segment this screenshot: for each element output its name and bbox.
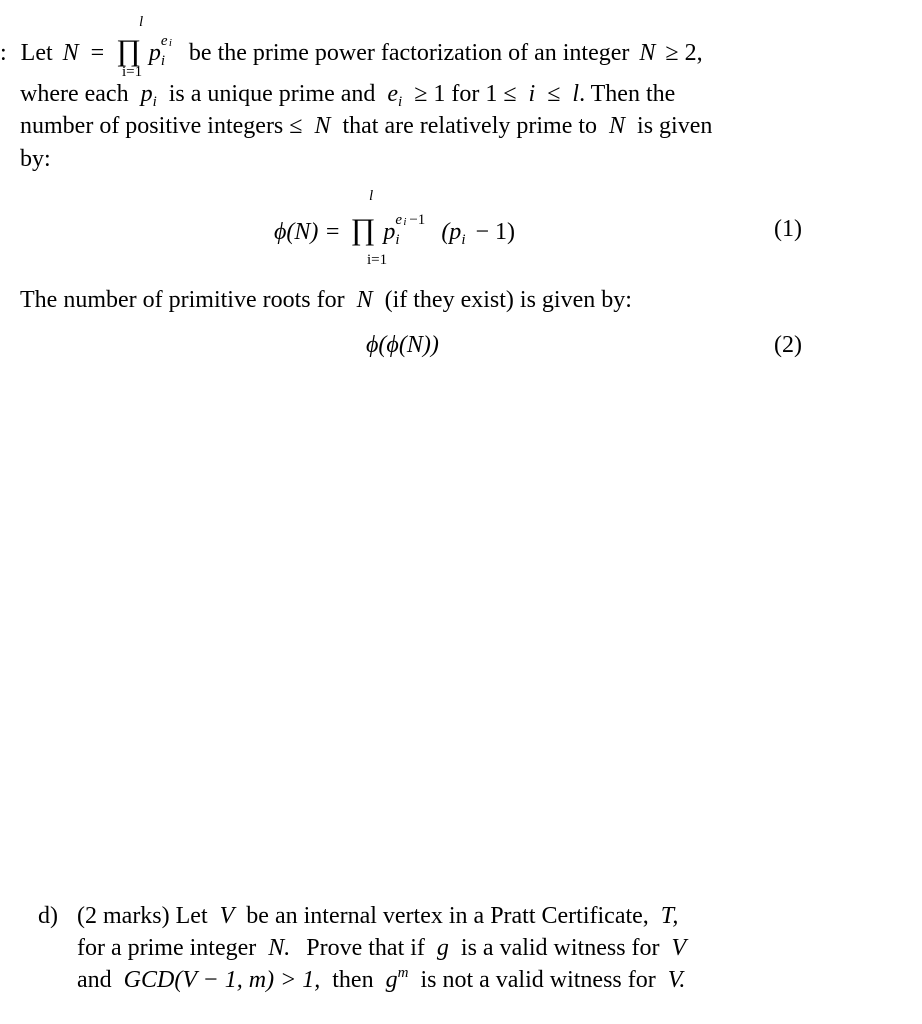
qd-line3-args: (V − 1, m) > 1, (174, 967, 321, 993)
eq2-number: (2) (774, 332, 802, 358)
intro-line-1 (0, 33, 703, 69)
qd-line3-v: V. (667, 967, 686, 993)
intro-after-prod: be the prime power factorization of an integer (188, 40, 630, 66)
intro-var-n: N (62, 40, 79, 66)
eq1-number: (1) (774, 216, 802, 242)
eq1-sub: i (395, 232, 400, 248)
qd-line3-m: m (397, 965, 409, 981)
intro-prod-lower: i=1 (122, 64, 143, 80)
intro-line3-n2: N (609, 113, 626, 139)
intro-line-3 (20, 114, 712, 138)
intro-sub-i: i (160, 53, 166, 69)
qd-line2-c: is a valid witness for (460, 935, 660, 961)
qd-line3-gcd: GCD (123, 967, 175, 993)
intro-prod-symbol: ∏ (116, 34, 141, 67)
intro-line3-a: number of positive integers ≤ (20, 113, 303, 139)
eq1-prod-lower: i=1 (367, 252, 388, 268)
qd-line3-b: then (332, 967, 374, 993)
question-d-line-2 (77, 936, 686, 960)
intro-geq-two: ≥ 2, (665, 40, 703, 66)
intro-line2-b: is a unique prime and (168, 81, 376, 107)
eq1-sup-tail: −1 (409, 212, 426, 228)
intro-equals: = (90, 40, 105, 66)
intro-sup-e-sub: i (168, 37, 172, 49)
intro-line4: by: (20, 146, 51, 172)
intro-line2-a: where each (20, 81, 129, 107)
intro-line2-i: i (528, 81, 536, 107)
intro-line2-e-sub: i (398, 94, 403, 110)
equation-1 (274, 212, 516, 248)
eq1-rhs-end: − 1) (475, 219, 516, 245)
eq1-base: p (383, 219, 396, 245)
sentence2-b: (if they exist) is given by: (384, 287, 632, 313)
intro-line2-p: p (140, 81, 153, 107)
intro-line2-c: ≥ 1 for 1 ≤ (414, 81, 517, 107)
qd-line2-v: V (671, 935, 687, 961)
intro-line2-e: . Then the (579, 81, 676, 107)
eq1-rhs-sub: i (461, 232, 466, 248)
question-d-line-3 (77, 965, 686, 993)
qd-line1-t: T, (660, 903, 679, 929)
intro-line3-c: is given (637, 113, 713, 139)
eq1-prod-symbol: ∏ (350, 213, 376, 246)
qd-line3-c: is not a valid witness for (420, 967, 656, 993)
intro-let: Let (20, 40, 53, 66)
sentence2-var: N (356, 287, 373, 313)
intro-var-n-2: N (639, 40, 656, 66)
intro-prefix: : (0, 40, 7, 66)
eq1-rhs-tail: (p (441, 219, 462, 245)
qd-line1-b: be an internal vertex in a Pratt Certificate, (246, 903, 649, 929)
qd-line3-a: and (77, 967, 112, 993)
intro-line3-b: that are relatively prime to (342, 113, 598, 139)
qd-line1-a: (2 marks) Let (77, 903, 208, 929)
equation-2: ϕ(ϕ(N)) (366, 332, 439, 358)
intro-line3-n: N (314, 113, 331, 139)
intro-line-2 (20, 81, 676, 110)
sentence-2 (20, 288, 632, 312)
eq1-sup-sub: i (403, 216, 407, 228)
intro-prod-upper: l (139, 14, 144, 30)
intro-line2-l: l (572, 81, 580, 107)
eq1-prod-upper: l (369, 188, 374, 204)
intro-base-p: p (148, 40, 161, 66)
intro-line-4 (20, 147, 51, 171)
qd-line3-g: g (385, 967, 398, 993)
intro-line2-d: ≤ (547, 81, 561, 107)
qd-line2-a: for a prime integer (77, 935, 257, 961)
eq1-lhs: ϕ(N) = (274, 219, 341, 245)
intro-line2-e: e (387, 81, 399, 107)
qd-line2-n: N. (268, 935, 291, 961)
eq1-sup: e (395, 212, 402, 228)
question-d-label: d) (38, 903, 58, 929)
qd-line2-b: Prove that if (306, 935, 425, 961)
qd-line2-g: g (436, 935, 449, 961)
qd-line1-v: V (219, 903, 235, 929)
intro-line2-p-sub: i (152, 94, 157, 110)
question-d-line-1 (77, 904, 678, 928)
sentence2-a: The number of primitive roots for (20, 287, 345, 313)
intro-sup-e: e (160, 33, 168, 49)
